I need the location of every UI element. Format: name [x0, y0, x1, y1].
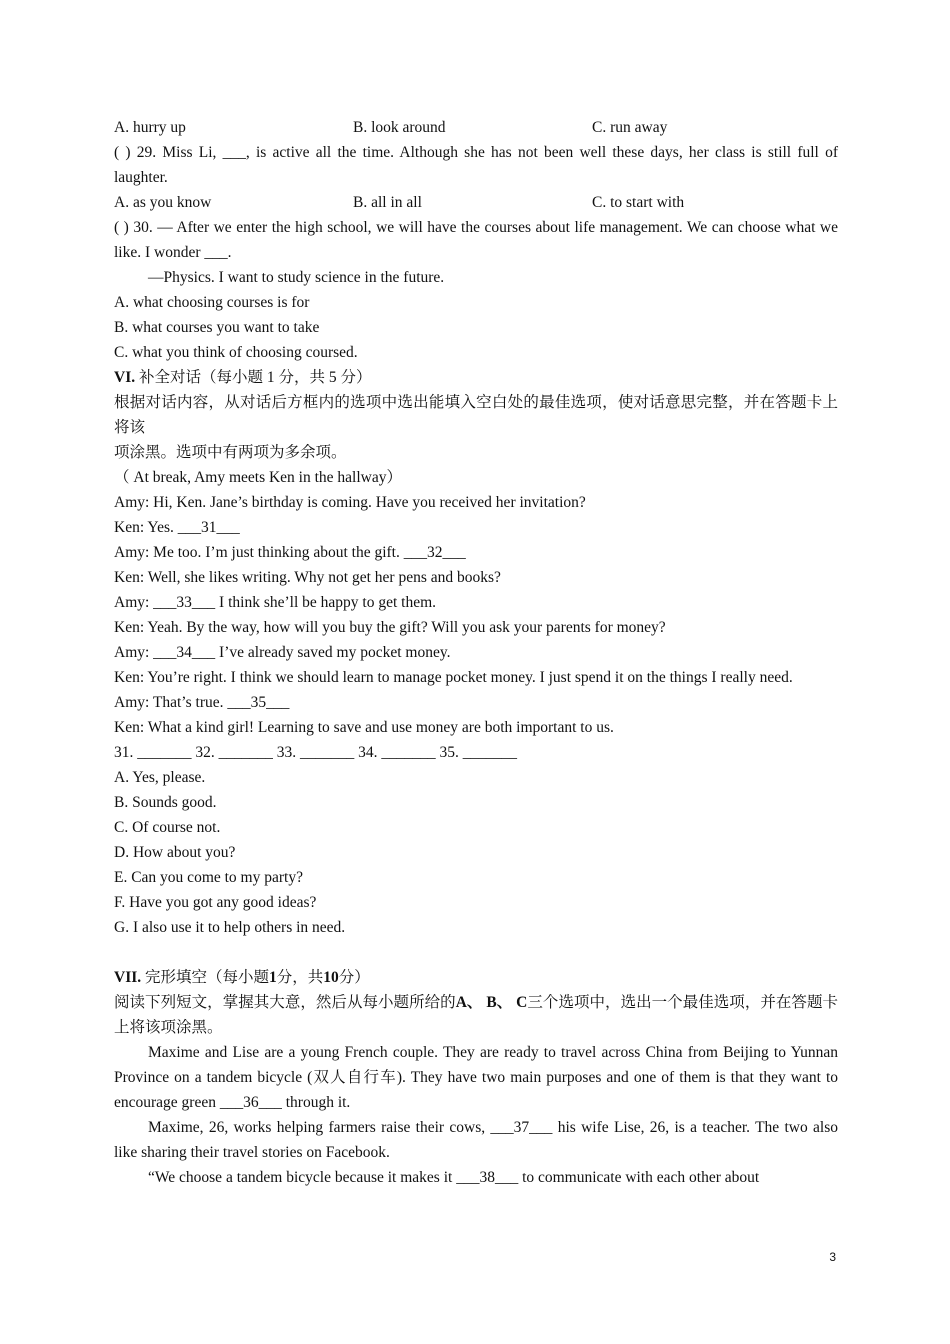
dialogue-line: Amy: ___34___ I’ve already saved my pocket money. [114, 644, 451, 661]
dialogue-line: Ken: Yeah. By the way, how will you buy the gift? Will you ask your parents for money? [114, 619, 666, 636]
section7-instr-post: 三个选项中，选出一个最佳选项，并在答题卡上将该项涂黑。 [114, 994, 838, 1036]
section7-instr-abc: A、 B、 C [455, 994, 528, 1011]
dialogue-line: Amy: ___33___ I think she’ll be happy to get them. [114, 594, 437, 611]
q28-option-c: C. run away [592, 119, 668, 136]
section7-title-post: 分） [338, 969, 370, 986]
section7-number: VII. [114, 969, 142, 986]
passage-paragraph-3: “We choose a tandem bicycle because it makes it ___38___ to communicate with each other about [148, 1169, 760, 1186]
q30-option-a: A. what choosing courses is for [114, 294, 310, 311]
answer-blanks: 31. _______ 32. _______ 33. _______ 34. _______ 35. _______ [114, 744, 517, 761]
dialogue-line: Ken: You’re right. I think we should learn to manage pocket money. I just spend it on the things I really need. [114, 669, 793, 686]
section6-number: VI. [114, 369, 136, 386]
q28-option-a: A. hurry up [114, 119, 186, 136]
dialogue-option: F. Have you got any good ideas? [114, 894, 317, 911]
dialogue-line: Ken: What a kind girl! Learning to save and use money are both important to us. [114, 719, 614, 736]
section7-title-n1: 1 [269, 969, 277, 986]
q28-options [114, 115, 838, 140]
section6-instructions-2: 项涂黑。选项中有两项为多余项。 [114, 444, 347, 461]
section7-heading [114, 965, 838, 990]
q28-option-b: B. look around [353, 119, 446, 136]
section6-heading [114, 365, 838, 390]
dialogue-line: Ken: Yes. ___31___ [114, 519, 240, 536]
dialogue-option: C. Of course not. [114, 819, 221, 836]
dialogue-line: Amy: Hi, Ken. Jane’s birthday is coming. Have you received her invitation? [114, 494, 586, 511]
dialogue-line: Ken: Well, she likes writing. Why not get her pens and books? [114, 569, 501, 586]
dialogue-option: D. How about you? [114, 844, 236, 861]
passage-paragraph-2: Maxime, 26, works helping farmers raise their cows, ___37___ his wife Lise, 26, is a teacher. The two also like sharing their travel stories on Facebook. [114, 1119, 838, 1161]
section7-instructions [114, 990, 838, 1040]
section7-title-pre: 完形填空（每小题 [145, 969, 270, 986]
section7-instr-pre: 阅读下列短文，掌握其大意，然后从每小题所给的 [114, 994, 456, 1011]
section-gap [114, 940, 838, 965]
q30-stem: ( ) 30. — After we enter the high school, we will have the courses about life management. We can choose what we like. I wonder ___. [114, 219, 838, 261]
q30-option-c: C. what you think of choosing coursed. [114, 344, 358, 361]
q29-option-b: B. all in all [353, 194, 422, 211]
q29-option-a: A. as you know [114, 194, 212, 211]
dialogue-option: E. Can you come to my party? [114, 869, 303, 886]
dialogue-option: G. I also use it to help others in need. [114, 919, 346, 936]
section6-instructions-1: 根据对话内容，从对话后方框内的选项中选出能填入空白处的最佳选项，使对话意思完整，并在答题卡上将该 [114, 394, 838, 436]
page-content [114, 115, 838, 1190]
dialogue-option: B. Sounds good. [114, 794, 217, 811]
dialogue-line: Amy: Me too. I’m just thinking about the gift. ___32___ [114, 544, 466, 561]
q29-option-c: C. to start with [592, 194, 685, 211]
section7-title-n2: 10 [323, 969, 339, 986]
dialogue-line: Amy: That’s true. ___35___ [114, 694, 290, 711]
q30-option-b: B. what courses you want to take [114, 319, 320, 336]
q29-stem: ( ) 29. Miss Li, ___, is active all the time. Although she has not been well these days, her class is still full of laughter. [114, 144, 838, 186]
q30-reply: —Physics. I want to study science in the future. [148, 269, 445, 286]
page-number: 3 [829, 1250, 836, 1264]
passage-paragraph-1: Maxime and Lise are a young French couple. They are ready to travel across China from Beijing to Yunnan Province on a tandem bicycle (双人自行车). They have two main purposes and one of them is that they want to encourage green ___36___ through it. [114, 1044, 838, 1111]
dialogue-option: A. Yes, please. [114, 769, 206, 786]
section6-scene: （ At break, Amy meets Ken in the hallway） [114, 469, 402, 486]
q29-options [114, 190, 838, 215]
section6-title: 补全对话（每小题 1 分，共 5 分） [138, 369, 372, 386]
section7-title-mid: 分，共 [276, 969, 324, 986]
